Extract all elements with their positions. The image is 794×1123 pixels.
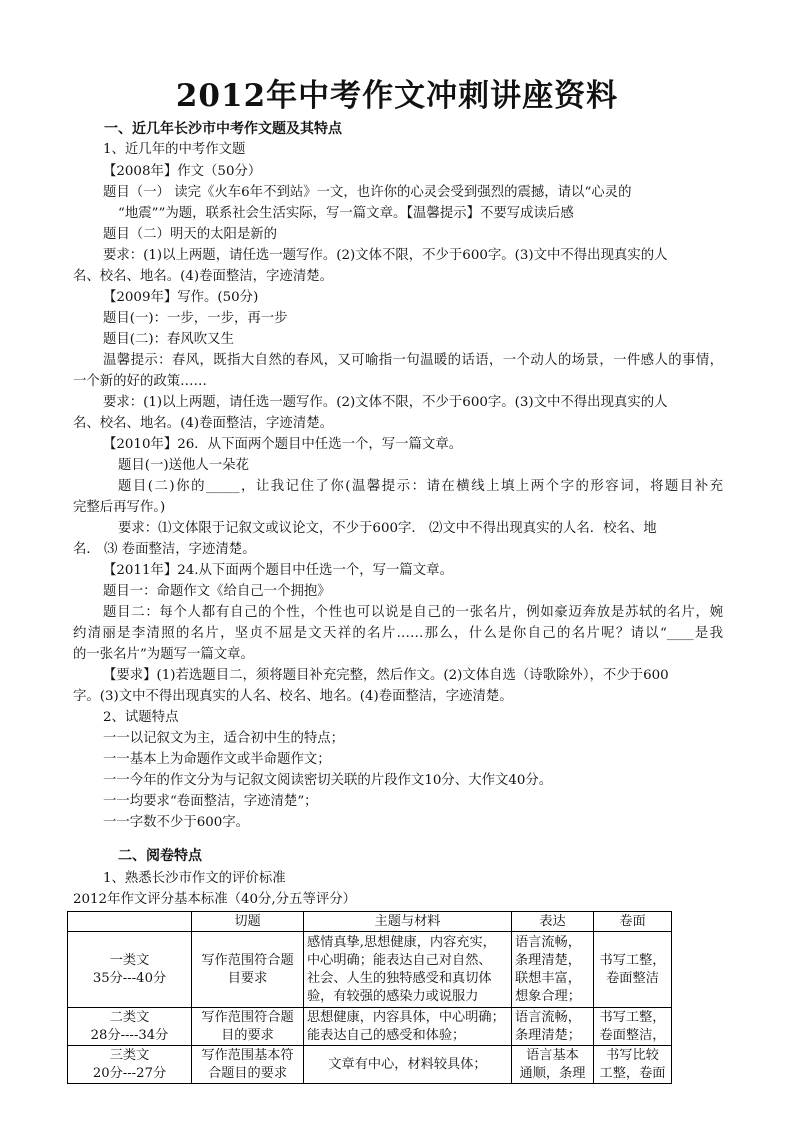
y2010-topic1: 题目(一)送他人一朵花 — [118, 458, 249, 473]
topic-cell — [192, 1008, 304, 1046]
y2010-topic2-line2: 完整后再写作。) — [73, 500, 166, 515]
y2011-topic1: 题目一：命题作文《给自己一个拥抱》 — [103, 584, 331, 599]
grade-range: 28分----34分 — [90, 1027, 169, 1043]
y2011-topic2-line3: 的一张名片”为题写一篇文章。 — [73, 647, 254, 662]
grade-cell — [68, 1046, 192, 1084]
y2011-topic2-line1: 题目二：每个人都有自己的个性，个性也可以说是自己的一张名片，例如豪迈奔放是苏轼的名片，婉 — [103, 605, 723, 620]
y2008-topic1-line2: “地震””为题，联系社会生活实际，写一篇文章。【温馨提示】不要写成读后感 — [118, 206, 574, 221]
y2011-topic2-line2: 约清丽是李清照的名片，坚贞不屈是文天祥的名片……那么，什么是你自己的名片呢？请以“____是我 — [73, 626, 723, 641]
section1-sub2: 2、试题特点 — [103, 710, 179, 725]
cell-line: 写作范围符合题 — [201, 952, 294, 968]
cell-line: 目要求 — [227, 970, 268, 986]
cell-line: 社会、人生的独特感受和真切体 — [307, 970, 492, 986]
document-title: 2012年中考作文冲刺讲座资料 — [175, 78, 619, 114]
feature-item: 一一基本上为命题作文或半命题作文； — [103, 752, 331, 767]
cell-line: 感情真挚,思想健康，内容充实， — [307, 934, 496, 950]
y2009-topic2: 题目(二)：春风吹又生 — [103, 332, 234, 347]
section1-sub1: 1、近几年的中考作文题 — [103, 142, 246, 157]
cell-line: 工整，卷面 — [599, 1065, 666, 1081]
table-row — [68, 1046, 672, 1084]
table-header-cell: 切题 — [192, 912, 304, 932]
y2009-topic1: 题目(一)：一步，一步，再一步 — [103, 311, 288, 326]
y2010-head: 【2010年】26．从下面两个题目中任选一个，写一篇文章。 — [103, 437, 463, 452]
cell-line: 写作范围符合题 — [201, 1009, 294, 1025]
feature-item: 一一以记叙文为主，适合初中生的特点； — [103, 731, 345, 746]
cell-line: 书写工整， — [599, 1009, 666, 1025]
cell-line: 想象合理； — [515, 988, 581, 1004]
table-caption: 2012年作文评分基本标准（40分,分五等评分） — [73, 892, 357, 907]
neatness-cell — [594, 932, 672, 1008]
y2010-topic2-line1: 题目(二)你的_____，让我记住了你(温馨提示：请在横线上填上两个字的形容词，将题目补充 — [118, 479, 723, 494]
y2010-req-line1: 要求：⑴文体限于记叙文或议论文，不少于600字． ⑵文中不得出现真实的人名．校名、地 — [118, 521, 657, 536]
grade-name: 三类文 — [109, 1047, 150, 1063]
cell-line: 合题目的要求 — [207, 1065, 288, 1081]
grade-cell — [68, 932, 192, 1008]
cell-line: 语言流畅， — [515, 1009, 581, 1025]
section2-heading: 二、阅卷特点 — [118, 848, 202, 864]
expression-cell — [512, 1008, 594, 1046]
cell-line: 卷面整洁， — [599, 1027, 666, 1043]
grade-cell — [68, 1008, 192, 1046]
cell-line: 写作范围基本符 — [201, 1047, 294, 1063]
content-cell — [304, 1008, 512, 1046]
y2008-req-line2: 名、校名、地名。(4)卷面整洁，字迹清楚。 — [73, 269, 333, 284]
topic-cell — [192, 932, 304, 1008]
y2009-head: 【2009年】写作。(50分) — [103, 290, 259, 305]
cell-line: 通顺，条理 — [519, 1065, 586, 1081]
neatness-cell — [594, 1046, 672, 1084]
y2010-req-line2: 名． ⑶ 卷面整洁，字迹清楚。 — [73, 542, 256, 557]
table-header-cell: 卷面 — [594, 912, 672, 932]
table-row — [68, 932, 672, 1008]
table-header-cell: 主题与材料 — [304, 912, 512, 932]
y2009-req-line1: 要求：(1)以上两题，请任选一题写作。(2)文体不限，不少于600字。(3)文中不得出现真实的人 — [103, 395, 668, 410]
y2008-head: 【2008年】作文（50分） — [103, 164, 262, 179]
cell-line: 文章有中心，材料较具体； — [328, 1056, 487, 1072]
grade-range: 20分---27分 — [92, 1065, 167, 1081]
y2011-req-line1: 【要求】(1)若选题目二，须将题目补充完整，然后作文。(2)文体自选（诗歌除外），不少于600 — [103, 668, 669, 683]
cell-line: 书写比较 — [606, 1047, 659, 1063]
cell-line: 条理清楚， — [515, 952, 581, 968]
grade-name: 一类文 — [109, 952, 150, 968]
feature-item: 一一均要求“卷面整洁，字迹清楚”； — [103, 794, 318, 809]
expression-cell — [512, 1046, 594, 1084]
content-cell — [304, 1046, 512, 1084]
cell-line: 卷面整洁 — [606, 970, 659, 986]
feature-item: 一一今年的作文分为与记叙文阅读密切关联的片段作文10分、大作文40分。 — [103, 773, 553, 788]
y2008-topic1-line1: 题目（一） 读完《火车6年不到站》一文，也许你的心灵会受到强烈的震撼，请以“心灵的 — [103, 185, 632, 200]
grade-name: 二类文 — [109, 1009, 150, 1025]
cell-line: 验，有较强的感染力或说服力 — [307, 988, 479, 1004]
neatness-cell — [594, 1008, 672, 1046]
y2009-tip-line2: 一个新的好的政策…… — [73, 374, 207, 389]
cell-line: 语言基本 — [526, 1047, 579, 1063]
table-header-cell — [68, 912, 192, 932]
grading-table — [67, 911, 672, 1084]
cell-line: 中心明确；能表达自己对自然、 — [307, 952, 492, 968]
grade-range: 35分---40分 — [92, 970, 167, 986]
cell-line: 书写工整， — [599, 952, 666, 968]
expression-cell — [512, 932, 594, 1008]
y2009-tip-line1: 温馨提示：春风，既指大自然的春风，又可喻指一句温暖的话语，一个动人的场景，一件感人的事情， — [103, 353, 723, 368]
table-header-row — [68, 912, 672, 932]
feature-item: 一一字数不少于600字。 — [103, 815, 250, 830]
section2-sub1: 1、熟悉长沙市作文的评价标准 — [103, 871, 286, 886]
section1-heading: 一、近几年长沙市中考作文题及其特点 — [104, 121, 342, 137]
cell-line: 目的要求 — [221, 1027, 274, 1043]
cell-line: 语言流畅， — [515, 934, 581, 950]
topic-cell — [192, 1046, 304, 1084]
cell-line: 条理清楚； — [515, 1027, 581, 1043]
cell-line: 思想健康，内容具体，中心明确； — [307, 1009, 505, 1025]
cell-line: 联想丰富， — [515, 970, 581, 986]
y2011-req-line2: 字。(3)文中不得出现真实的人名、校名、地名。(4)卷面整洁，字迹清楚。 — [73, 689, 513, 704]
y2009-req-line2: 名、校名、地名。(4)卷面整洁，字迹清楚。 — [73, 416, 333, 431]
content-cell — [304, 932, 512, 1008]
y2008-req-line1: 要求：(1)以上两题，请任选一题写作。(2)文体不限，不少于600字。(3)文中不得出现真实的人 — [103, 248, 668, 263]
y2008-topic2: 题目（二）明天的太阳是新的 — [103, 227, 278, 242]
table-header-cell: 表达 — [512, 912, 594, 932]
cell-line: 能表达自己的感受和体验； — [307, 1027, 466, 1043]
table-row — [68, 1008, 672, 1046]
y2011-head: 【2011年】24.从下面两个题目中任选一个，写一篇文章。 — [103, 563, 453, 578]
